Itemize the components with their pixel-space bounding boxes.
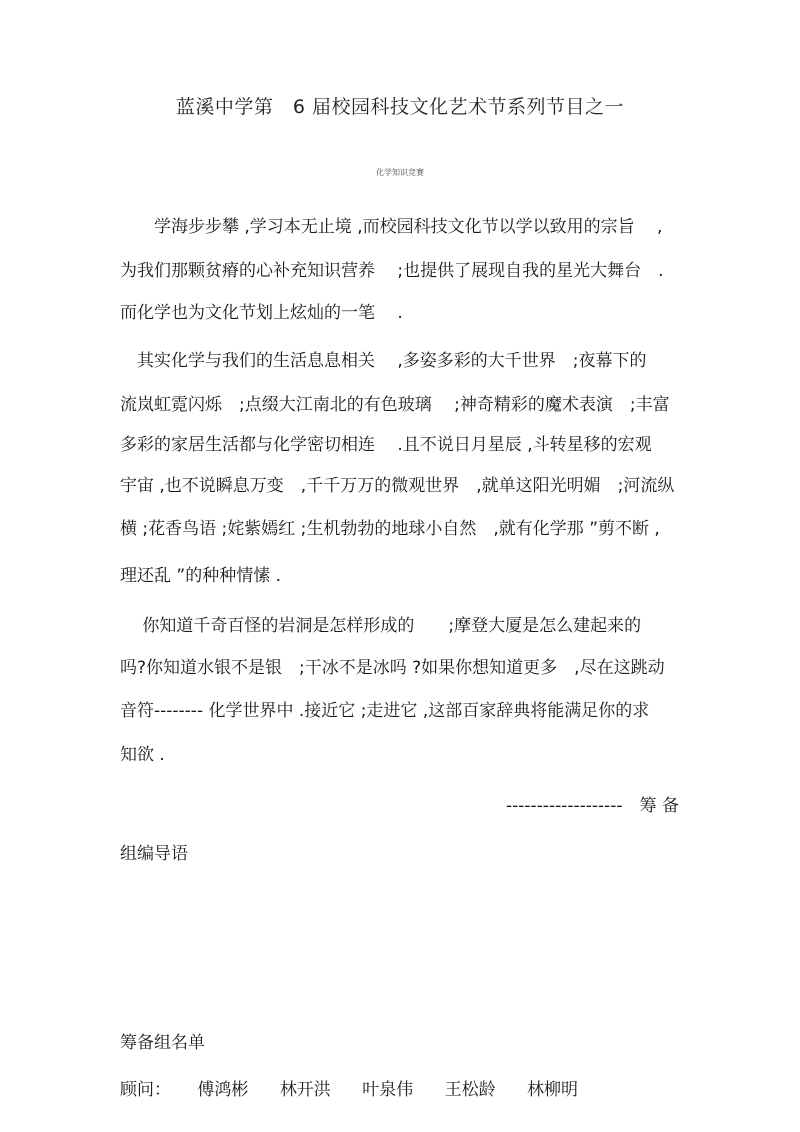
paragraph-3-line-2: 吗?你知道水银不是银 ;干冰不是冰吗 ?如果你想知道更多 ,尽在这跳动 (120, 658, 665, 678)
signature-continued: 组编导语 (120, 844, 188, 864)
paragraph-1-line-1: 学海步步攀 ,学习本无止境 ,而校园科技文化节以学以致用的宗旨 , (120, 217, 663, 237)
paragraph-1-line-3: 而化学也为文化节划上炫灿的一笔 . (120, 303, 403, 323)
paragraph-2-line-3: 多彩的家居生活都与化学密切相连 .且不说日月星辰 ,斗转星移的宏观 (120, 435, 652, 455)
document-title: 蓝溪中学第 6 届校园科技文化艺术节系列节目之一 (175, 96, 625, 118)
paragraph-2-line-5: 横 ;花香鸟语 ;姹紫嫣红 ;生机勃勃的地球小自然 ,就有化学那 ”剪不断 , (120, 519, 660, 539)
advisor-name: 王松龄 (444, 1080, 496, 1100)
paragraph-3-line-1: 你知道千奇百怪的岩洞是怎样形成的 ;摩登大厦是怎么建起来的 (120, 616, 642, 636)
paragraph-1-line-2: 为我们那颗贫瘠的心补充知识营养 ;也提供了展现自我的星光大舞台 . (120, 261, 664, 281)
advisors-row (120, 1075, 604, 1100)
paragraph-2-line-2: 流岚虹霓闪烁 ;点缀大江南北的有色玻璃 ;神奇精彩的魔术表演 ;丰富 (120, 395, 670, 415)
paragraph-3-line-3: 音符-------- 化学世界中 .接近它 ;走进它 ,这部百家辞典将能满足你的求 (120, 701, 650, 721)
document-subtitle: 化学知识竞赛 (376, 168, 424, 177)
advisor-name: 傅鸿彬 (197, 1080, 249, 1100)
signature-line: ------------------- 筹 备 (506, 796, 679, 816)
paragraph-2-line-1: 其实化学与我们的生活息息相关 ,多姿多彩的大千世界 ;夜幕下的 (120, 351, 647, 371)
paragraph-2-line-4: 宇宙 ,也不说瞬息万变 ,千千万万的微观世界 ,就单这阳光明媚 ;河流纵 (120, 476, 675, 496)
paragraph-2-line-6: 理还乱 ”的种种情愫 . (120, 566, 282, 586)
advisors-label: 顾问： (120, 1080, 171, 1100)
advisor-name: 林开洪 (279, 1080, 331, 1100)
paragraph-3-line-4: 知欲 . (120, 745, 165, 765)
advisor-name: 林柳明 (527, 1080, 579, 1100)
advisor-name: 叶泉伟 (362, 1080, 414, 1100)
committee-heading: 筹备组名单 (120, 1033, 205, 1053)
